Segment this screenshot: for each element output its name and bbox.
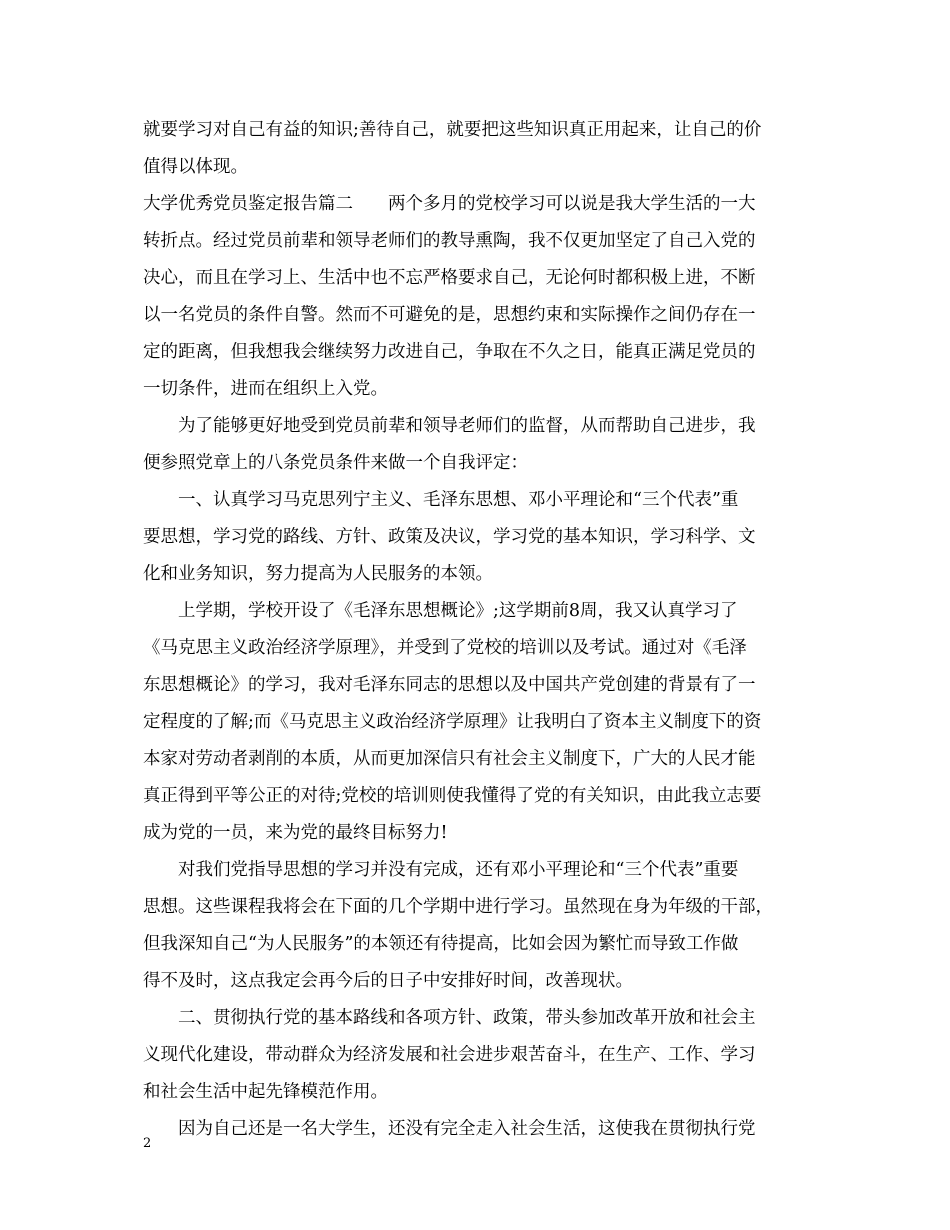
text-line: 东思想概论》的学习，我对毛泽东同志的思想以及中国共产党创建的背景有了一 xyxy=(143,675,756,695)
page-number: 2 xyxy=(143,1136,152,1151)
text-line: 但我深知自己“为人民服务”的本领还有待提高，比如会因为繁忙而导致工作做 xyxy=(143,934,739,954)
text-line: 定程度的了解;而《马克思主义政治经济学原理》让我明白了资本主义制度下的资 xyxy=(143,712,762,732)
text-line: 真正得到平等公正的对待;党校的培训则使我懂得了党的有关知识，由此我立志要 xyxy=(143,786,762,806)
text-line: 上学期，学校开设了《毛泽东思想概论》;这学期前8周，我又认真学习了 xyxy=(178,601,738,621)
text-line: 便参照党章上的八条党员条件来做一个自我评定： xyxy=(143,453,528,473)
text-line: 二、贯彻执行党的基本路线和各项方针、政策，带头参加改革开放和社会主 xyxy=(178,1008,756,1028)
text-line: 思想。这些课程我将会在下面的几个学期中进行学习。虽然现在身为年级的干部， xyxy=(143,897,773,917)
text-line: 《马克思主义政治经济学原理》，并受到了党校的培训以及考试。通过对《毛泽 xyxy=(143,638,747,658)
text-line: 一切条件，进而在组织上入党。 xyxy=(143,379,388,399)
text-line: 为了能够更好地受到党员前辈和领导老师们的监督，从而帮助自己进步，我 xyxy=(178,416,756,436)
text-line: 决心，而且在学习上、生活中也不忘严格要求自己，无论何时都积极上进，不断 xyxy=(143,268,756,288)
text-line: 因为自己还是一名大学生，还没有完全走入社会生活，这使我在贯彻执行党 xyxy=(178,1119,756,1139)
text-line: 对我们党指导思想的学习并没有完成，还有邓小平理论和“三个代表”重要 xyxy=(178,860,739,880)
text-line: 和社会生活中起先锋模范作用。 xyxy=(143,1082,388,1102)
text-line: 大学优秀党员鉴定报告篇二 两个多月的党校学习可以说是我大学生活的一大 xyxy=(143,194,756,214)
text-line: 义现代化建设，带动群众为经济发展和社会进步艰苦奋斗，在生产、工作、学习 xyxy=(143,1045,756,1065)
text-line: 本家对劳动者剥削的本质，从而更加深信只有社会主义制度下，广大的人民才能 xyxy=(143,749,756,769)
text-line: 定的距离，但我想我会继续努力改进自己，争取在不久之日，能真正满足党员的 xyxy=(143,342,756,362)
text-line: 得不及时，这点我定会再今后的日子中安排好时间，改善现状。 xyxy=(143,971,633,991)
text-line: 值得以体现。 xyxy=(143,157,248,177)
text-line: 化和业务知识，努力提高为人民服务的本领。 xyxy=(143,564,493,584)
text-line: 转折点。经过党员前辈和领导老师们的教导熏陶，我不仅更加坚定了自己入党的 xyxy=(143,231,756,251)
text-line: 成为党的一员，来为党的最终目标努力! xyxy=(143,823,448,843)
text-line: 要思想，学习党的路线、方针、政策及决议，学习党的基本知识，学习科学、文 xyxy=(143,527,756,547)
text-line: 就要学习对自己有益的知识;善待自己，就要把这些知识真正用起来，让自己的价 xyxy=(143,120,762,140)
text-line: 一、认真学习马克思列宁主义、毛泽东思想、邓小平理论和“三个代表”重 xyxy=(178,490,739,510)
text-line: 以一名党员的条件自警。然而不可避免的是，思想约束和实际操作之间仍存在一 xyxy=(143,305,756,325)
